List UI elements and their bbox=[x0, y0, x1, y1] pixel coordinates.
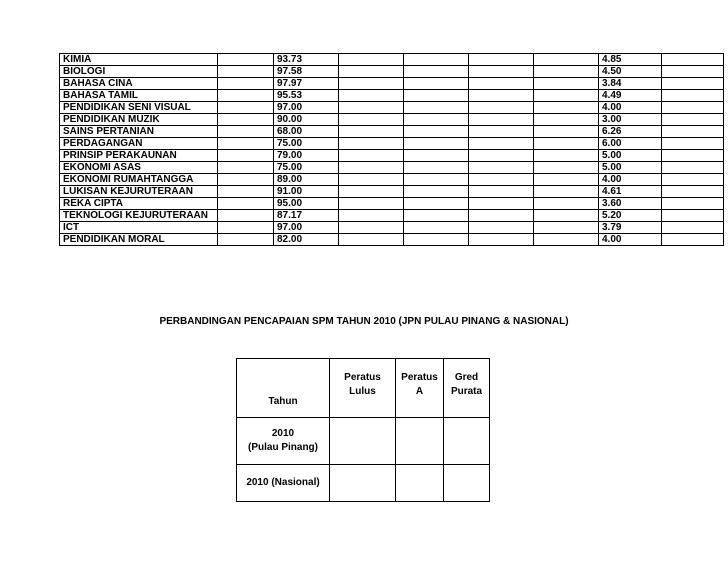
header-year: Tahun bbox=[237, 359, 330, 418]
table-row bbox=[60, 90, 724, 102]
empty-cell bbox=[330, 465, 396, 502]
average-grade: 4.00 bbox=[599, 234, 662, 246]
subject-name: PRINSIP PERAKAUNAN bbox=[60, 150, 218, 162]
empty-cell bbox=[662, 102, 724, 114]
table-row bbox=[60, 126, 724, 138]
subject-name: PERDAGANGAN bbox=[60, 138, 218, 150]
empty-cell bbox=[469, 138, 534, 150]
average-grade: 3.00 bbox=[599, 114, 662, 126]
empty-cell bbox=[662, 78, 724, 90]
table-row bbox=[60, 54, 724, 66]
empty-cell bbox=[218, 174, 274, 186]
empty-cell bbox=[339, 126, 404, 138]
table-row bbox=[60, 210, 724, 222]
subject-name: LUKISAN KEJURUTERAAN bbox=[60, 186, 218, 198]
average-grade: 6.26 bbox=[599, 126, 662, 138]
table-row bbox=[60, 66, 724, 78]
empty-cell bbox=[534, 138, 599, 150]
empty-cell bbox=[396, 418, 444, 465]
empty-cell bbox=[404, 174, 469, 186]
table-row bbox=[60, 102, 724, 114]
empty-cell bbox=[218, 150, 274, 162]
empty-cell bbox=[469, 234, 534, 246]
average-grade: 4.49 bbox=[599, 90, 662, 102]
comparison-row-penang bbox=[237, 418, 490, 465]
empty-cell bbox=[218, 90, 274, 102]
empty-cell bbox=[534, 78, 599, 90]
empty-cell bbox=[339, 222, 404, 234]
empty-cell bbox=[662, 54, 724, 66]
empty-cell bbox=[469, 54, 534, 66]
table-row bbox=[60, 114, 724, 126]
empty-cell bbox=[218, 222, 274, 234]
pass-percentage: 95.53 bbox=[274, 90, 339, 102]
empty-cell bbox=[404, 102, 469, 114]
empty-cell bbox=[469, 150, 534, 162]
average-grade: 5.20 bbox=[599, 210, 662, 222]
empty-cell bbox=[534, 222, 599, 234]
pass-percentage: 97.97 bbox=[274, 78, 339, 90]
comparison-table bbox=[236, 358, 490, 502]
empty-cell bbox=[662, 90, 724, 102]
subject-name: PENDIDIKAN MUZIK bbox=[60, 114, 218, 126]
empty-cell bbox=[534, 90, 599, 102]
empty-cell bbox=[218, 102, 274, 114]
table-row bbox=[60, 234, 724, 246]
empty-cell bbox=[218, 66, 274, 78]
empty-cell bbox=[444, 418, 490, 465]
empty-cell bbox=[396, 465, 444, 502]
empty-cell bbox=[218, 186, 274, 198]
empty-cell bbox=[662, 186, 724, 198]
header-pass-rate: Peratus Lulus bbox=[330, 359, 396, 418]
empty-cell bbox=[534, 66, 599, 78]
empty-cell bbox=[404, 54, 469, 66]
empty-cell bbox=[662, 234, 724, 246]
empty-cell bbox=[662, 150, 724, 162]
average-grade: 4.50 bbox=[599, 66, 662, 78]
average-grade: 4.00 bbox=[599, 102, 662, 114]
empty-cell bbox=[404, 90, 469, 102]
empty-cell bbox=[218, 198, 274, 210]
pass-percentage: 95.00 bbox=[274, 198, 339, 210]
empty-cell bbox=[339, 114, 404, 126]
average-grade: 4.00 bbox=[599, 174, 662, 186]
pass-percentage: 79.00 bbox=[274, 150, 339, 162]
subject-results-table bbox=[59, 53, 724, 246]
pass-percentage: 97.58 bbox=[274, 66, 339, 78]
empty-cell bbox=[339, 234, 404, 246]
empty-cell bbox=[339, 150, 404, 162]
average-grade: 4.85 bbox=[599, 54, 662, 66]
year-penang: 2010 (Pulau Pinang) bbox=[237, 418, 330, 465]
table-row bbox=[60, 198, 724, 210]
average-grade: 3.79 bbox=[599, 222, 662, 234]
empty-cell bbox=[534, 234, 599, 246]
empty-cell bbox=[339, 162, 404, 174]
pass-percentage: 68.00 bbox=[274, 126, 339, 138]
pass-percentage: 97.00 bbox=[274, 102, 339, 114]
empty-cell bbox=[662, 66, 724, 78]
empty-cell bbox=[339, 54, 404, 66]
empty-cell bbox=[534, 114, 599, 126]
empty-cell bbox=[662, 198, 724, 210]
empty-cell bbox=[469, 114, 534, 126]
empty-cell bbox=[218, 126, 274, 138]
empty-cell bbox=[404, 114, 469, 126]
average-grade: 5.00 bbox=[599, 162, 662, 174]
empty-cell bbox=[339, 78, 404, 90]
empty-cell bbox=[339, 186, 404, 198]
empty-cell bbox=[534, 186, 599, 198]
comparison-heading: PERBANDINGAN PENCAPAIAN SPM TAHUN 2010 (JPN PULAU PINANG & NASIONAL) bbox=[159, 316, 569, 327]
average-grade: 5.00 bbox=[599, 150, 662, 162]
empty-cell bbox=[218, 78, 274, 90]
empty-cell bbox=[218, 54, 274, 66]
empty-cell bbox=[662, 210, 724, 222]
empty-cell bbox=[469, 126, 534, 138]
empty-cell bbox=[534, 102, 599, 114]
empty-cell bbox=[404, 138, 469, 150]
empty-cell bbox=[404, 198, 469, 210]
empty-cell bbox=[469, 186, 534, 198]
empty-cell bbox=[404, 162, 469, 174]
subject-name: EKONOMI ASAS bbox=[60, 162, 218, 174]
pass-percentage: 75.00 bbox=[274, 138, 339, 150]
pass-percentage: 75.00 bbox=[274, 162, 339, 174]
table-row bbox=[60, 162, 724, 174]
empty-cell bbox=[339, 198, 404, 210]
average-grade: 3.60 bbox=[599, 198, 662, 210]
subject-name: ICT bbox=[60, 222, 218, 234]
empty-cell bbox=[404, 186, 469, 198]
empty-cell bbox=[444, 465, 490, 502]
comparison-row-national bbox=[237, 465, 490, 502]
header-average-grade: Gred Purata bbox=[444, 359, 490, 418]
empty-cell bbox=[404, 210, 469, 222]
empty-cell bbox=[662, 162, 724, 174]
empty-cell bbox=[339, 174, 404, 186]
empty-cell bbox=[218, 234, 274, 246]
pass-percentage: 93.73 bbox=[274, 54, 339, 66]
empty-cell bbox=[469, 90, 534, 102]
subject-name: PENDIDIKAN MORAL bbox=[60, 234, 218, 246]
empty-cell bbox=[339, 210, 404, 222]
average-grade: 3.84 bbox=[599, 78, 662, 90]
empty-cell bbox=[534, 210, 599, 222]
pass-percentage: 97.00 bbox=[274, 222, 339, 234]
subject-name: TEKNOLOGI KEJURUTERAAN bbox=[60, 210, 218, 222]
table-row bbox=[60, 138, 724, 150]
empty-cell bbox=[469, 222, 534, 234]
header-a-rate: Peratus A bbox=[396, 359, 444, 418]
empty-cell bbox=[218, 138, 274, 150]
pass-percentage: 82.00 bbox=[274, 234, 339, 246]
empty-cell bbox=[469, 66, 534, 78]
empty-cell bbox=[404, 234, 469, 246]
pass-percentage: 90.00 bbox=[274, 114, 339, 126]
empty-cell bbox=[339, 66, 404, 78]
empty-cell bbox=[404, 66, 469, 78]
table-row bbox=[60, 78, 724, 90]
empty-cell bbox=[330, 418, 396, 465]
empty-cell bbox=[469, 102, 534, 114]
comparison-header-row bbox=[237, 359, 490, 418]
empty-cell bbox=[339, 102, 404, 114]
empty-cell bbox=[469, 78, 534, 90]
empty-cell bbox=[218, 162, 274, 174]
empty-cell bbox=[404, 126, 469, 138]
empty-cell bbox=[662, 126, 724, 138]
subject-name: BIOLOGI bbox=[60, 66, 218, 78]
subject-name: BAHASA TAMIL bbox=[60, 90, 218, 102]
empty-cell bbox=[218, 114, 274, 126]
table-row bbox=[60, 222, 724, 234]
pass-percentage: 89.00 bbox=[274, 174, 339, 186]
pass-percentage: 87.17 bbox=[274, 210, 339, 222]
table-row bbox=[60, 174, 724, 186]
empty-cell bbox=[662, 222, 724, 234]
empty-cell bbox=[534, 150, 599, 162]
empty-cell bbox=[469, 198, 534, 210]
subject-name: REKA CIPTA bbox=[60, 198, 218, 210]
empty-cell bbox=[534, 126, 599, 138]
empty-cell bbox=[662, 174, 724, 186]
subject-name: BAHASA CINA bbox=[60, 78, 218, 90]
empty-cell bbox=[662, 138, 724, 150]
empty-cell bbox=[404, 150, 469, 162]
empty-cell bbox=[534, 54, 599, 66]
average-grade: 6.00 bbox=[599, 138, 662, 150]
subject-name: SAINS PERTANIAN bbox=[60, 126, 218, 138]
empty-cell bbox=[339, 90, 404, 102]
empty-cell bbox=[534, 162, 599, 174]
empty-cell bbox=[534, 174, 599, 186]
empty-cell bbox=[339, 138, 404, 150]
empty-cell bbox=[469, 174, 534, 186]
empty-cell bbox=[662, 114, 724, 126]
empty-cell bbox=[534, 198, 599, 210]
empty-cell bbox=[469, 162, 534, 174]
table-row bbox=[60, 186, 724, 198]
subject-name: EKONOMI RUMAHTANGGA bbox=[60, 174, 218, 186]
empty-cell bbox=[404, 222, 469, 234]
empty-cell bbox=[218, 210, 274, 222]
table-row bbox=[60, 150, 724, 162]
subject-name: KIMIA bbox=[60, 54, 218, 66]
empty-cell bbox=[404, 78, 469, 90]
pass-percentage: 91.00 bbox=[274, 186, 339, 198]
empty-cell bbox=[469, 210, 534, 222]
subject-name: PENDIDIKAN SENI VISUAL bbox=[60, 102, 218, 114]
average-grade: 4.61 bbox=[599, 186, 662, 198]
year-national: 2010 (Nasional) bbox=[237, 465, 330, 502]
